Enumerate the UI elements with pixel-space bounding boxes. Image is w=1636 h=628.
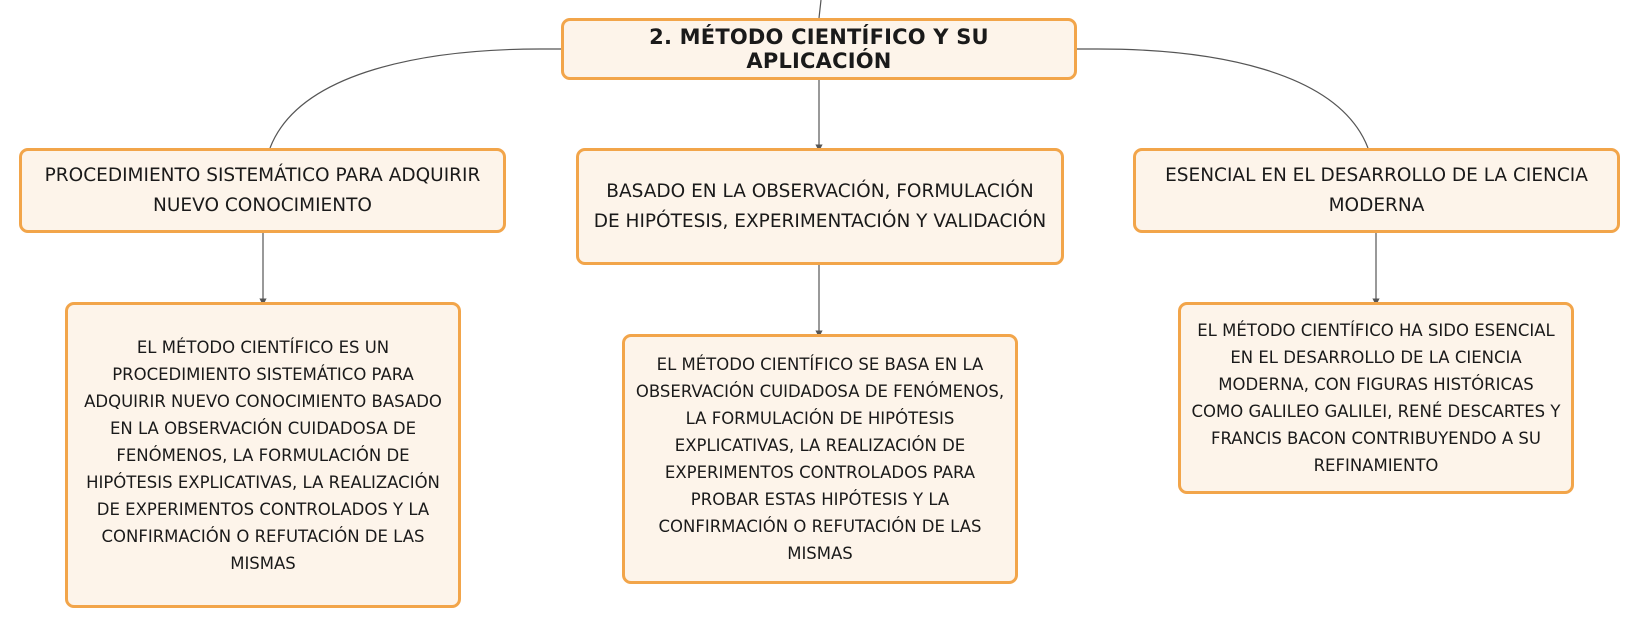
branch-node-2-label: BASADO EN LA OBSERVACIÓN, FORMULACIÓN DE HIPÓTESIS, EXPERIMENTACIÓN Y VALIDACIÓN	[593, 180, 1047, 232]
root-node-label: 2. MÉTODO CIENTÍFICO Y SU APLICACIÓN	[649, 25, 989, 73]
detail-node-1[interactable]	[65, 302, 461, 608]
branch-node-3[interactable]	[1133, 148, 1620, 233]
detail-node-2[interactable]	[622, 334, 1018, 584]
branch-node-1[interactable]	[19, 148, 506, 233]
root-node[interactable]	[561, 18, 1077, 80]
detail-node-3-text: EL MÉTODO CIENTÍFICO HA SIDO ESENCIAL EN EL DESARROLLO DE LA CIENCIA MODERNA, CON FIGURAS HISTÓRICAS COMO GALILEO GALILEI, RENÉ DESCARTES Y FRANCIS BACON CONTRIBUYENDO A SU REFINAMIENTO	[1191, 321, 1561, 475]
detail-node-3[interactable]	[1178, 302, 1574, 494]
connector-root-to-branch-3	[1077, 49, 1368, 148]
branch-node-2[interactable]	[576, 148, 1064, 265]
detail-node-2-text: EL MÉTODO CIENTÍFICO SE BASA EN LA OBSERVACIÓN CUIDADOSA DE FENÓMENOS, LA FORMULACIÓN DE HIPÓTESIS EXPLICATIVAS, LA REALIZACIÓN DE EXPERIMENTOS CONTROLADOS PARA PROBAR ESTAS HIPÓTESIS Y LA CONFIRMACIÓN O REFUTACIÓN DE LAS MISMAS	[635, 355, 1005, 563]
branch-node-1-label: PROCEDIMIENTO SISTEMÁTICO PARA ADQUIRIR NUEVO CONOCIMIENTO	[44, 164, 481, 216]
connector-parent-to-root	[819, 0, 821, 18]
branch-node-3-label: ESENCIAL EN EL DESARROLLO DE LA CIENCIA MODERNA	[1165, 164, 1588, 216]
detail-node-1-text: EL MÉTODO CIENTÍFICO ES UN PROCEDIMIENTO SISTEMÁTICO PARA ADQUIRIR NUEVO CONOCIMIENTO BASADO EN LA OBSERVACIÓN CUIDADOSA DE FENÓMENOS, LA FORMULACIÓN DE HIPÓTESIS EXPLICATIVAS, LA REALIZACIÓN DE EXPERIMENTOS CONTROLADOS Y LA CONFIRMACIÓN O REFUTACIÓN DE LAS MISMAS	[84, 337, 442, 573]
connector-root-to-branch-1	[270, 49, 561, 148]
